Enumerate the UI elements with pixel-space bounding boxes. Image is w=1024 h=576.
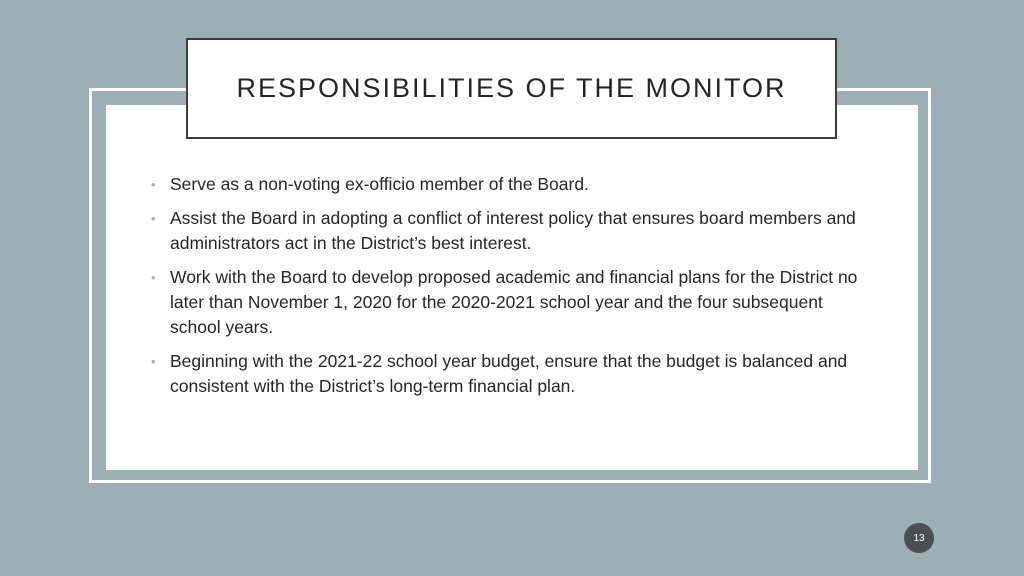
bullet-text: Work with the Board to develop proposed academic and financial plans for the District no later than November 1, 2020 for the 2020-2021 school year and the four subsequent school years. (170, 267, 858, 337)
slide-title: RESPONSIBILITIES OF THE MONITOR (236, 73, 787, 103)
bullet-text: Beginning with the 2021-22 school year budget, ensure that the budget is balanced and consistent with the District’s long-term financial plan. (170, 351, 848, 396)
bullet-item (148, 349, 868, 399)
bullet-item (148, 172, 868, 197)
bullet-icon: • (151, 270, 156, 285)
bullet-icon: • (151, 211, 156, 226)
bullet-text: Assist the Board in adopting a conflict of interest policy that ensures board members and administrators act in the District’s best interest. (170, 208, 856, 253)
bullet-icon: • (151, 354, 156, 369)
bullet-item (148, 206, 868, 256)
page-number: 13 (913, 532, 925, 544)
bullet-list (148, 172, 868, 408)
bullet-item (148, 265, 868, 340)
bullet-icon: • (151, 177, 156, 192)
bullet-text: Serve as a non-voting ex-officio member of the Board. (170, 174, 589, 194)
title-box (186, 38, 837, 139)
page-number-badge (904, 523, 934, 553)
